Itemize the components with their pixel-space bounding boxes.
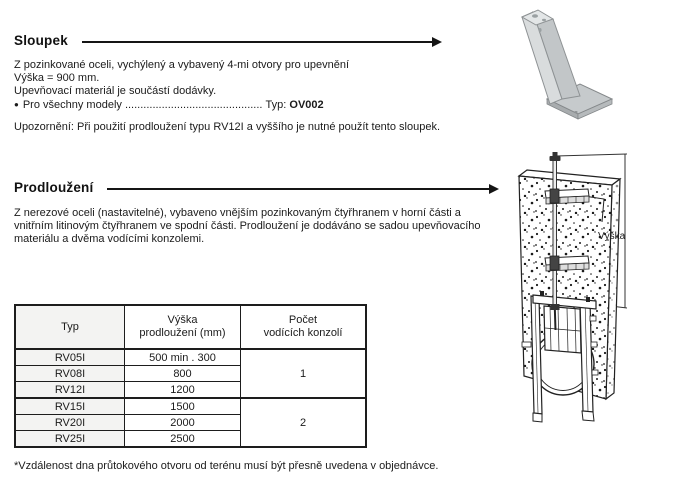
type-line: [14, 98, 349, 112]
cell-typ: RV15I: [15, 398, 125, 415]
text-line: materiálu a dvěma vodícími konzolemi.: [14, 233, 205, 245]
text-line: Z nerezové oceli (nastavitelné), vybaveno vnějším pozinkovaným čtyřhranem v horní části a: [14, 207, 461, 219]
type-value: OV002: [289, 99, 324, 111]
arrow-right-icon: [107, 188, 497, 190]
sloupek-warning: [14, 121, 440, 134]
table-row: [15, 398, 366, 415]
prodlouzeni-figure: [484, 146, 682, 449]
cell-konzole-group1: 1: [241, 349, 367, 398]
header-pocet: Počet vodících konzolí: [241, 305, 367, 349]
cell-vyska: 2000: [125, 415, 241, 431]
text-line: Z pozinkované oceli, vychýlený a vybavený 4-mi otvory pro upevnění: [14, 59, 350, 71]
cell-typ: RV08I: [15, 366, 125, 382]
type-label: Typ:: [265, 99, 287, 111]
extension-spec-table: [14, 304, 367, 448]
cell-vyska: 500 min . 300: [125, 349, 241, 366]
text-line: Upevňovací materiál je součástí dodávky.: [14, 85, 217, 97]
cell-vyska: 2500: [125, 431, 241, 448]
warning-text: Upozornění: Při použití prodloužení typu RV12I a vyššího je nutné použít tento sloupek.: [14, 121, 441, 133]
header-typ: Typ: [15, 305, 125, 349]
sloupek-figure: [500, 2, 640, 129]
gate-panel: [544, 306, 581, 353]
cell-typ: RV20I: [15, 415, 125, 431]
post-illustration: [500, 2, 640, 124]
cell-vyska: 1500: [125, 398, 241, 415]
footnote: *Vzdálenost dna průtokového otvoru od terénu musí být přesně uvedena v objednávce.: [14, 460, 439, 472]
cell-konzole-group2: 2: [241, 398, 367, 447]
cell-typ: RV05I: [15, 349, 125, 366]
arrow-right-icon: [82, 41, 440, 43]
section-prodlouzeni-heading: [14, 180, 497, 195]
sloupek-description: [14, 59, 349, 112]
dimension-label: Výška: [598, 231, 626, 242]
table-row: [15, 349, 366, 366]
cell-typ: RV12I: [15, 382, 125, 399]
section-sloupek-heading: [14, 33, 440, 48]
extension-illustration: [484, 146, 682, 444]
type-leader-text: Pro všechny modely .............................................: [22, 99, 263, 111]
section-title-prodlouzeni: Prodloužení: [14, 180, 94, 195]
cell-vyska: 1200: [125, 382, 241, 399]
cell-vyska: 800: [125, 366, 241, 382]
guide-bracket-lower: [545, 256, 589, 271]
guide-bracket-upper: [545, 189, 589, 204]
prodlouzeni-description: [14, 207, 481, 246]
bullet-icon: ●: [14, 100, 19, 109]
text-line: Výška = 900 mm.: [14, 72, 100, 84]
section-title-sloupek: Sloupek: [14, 33, 68, 48]
header-vyska: Výška prodloužení (mm): [125, 305, 241, 349]
cell-typ: RV25I: [15, 431, 125, 448]
text-line: vnitřním litinovým čtyřhranem ve spodní části. Prodloužení je dodáváno se sadou upevňovacího: [14, 220, 481, 232]
table-header-row: [15, 305, 366, 349]
